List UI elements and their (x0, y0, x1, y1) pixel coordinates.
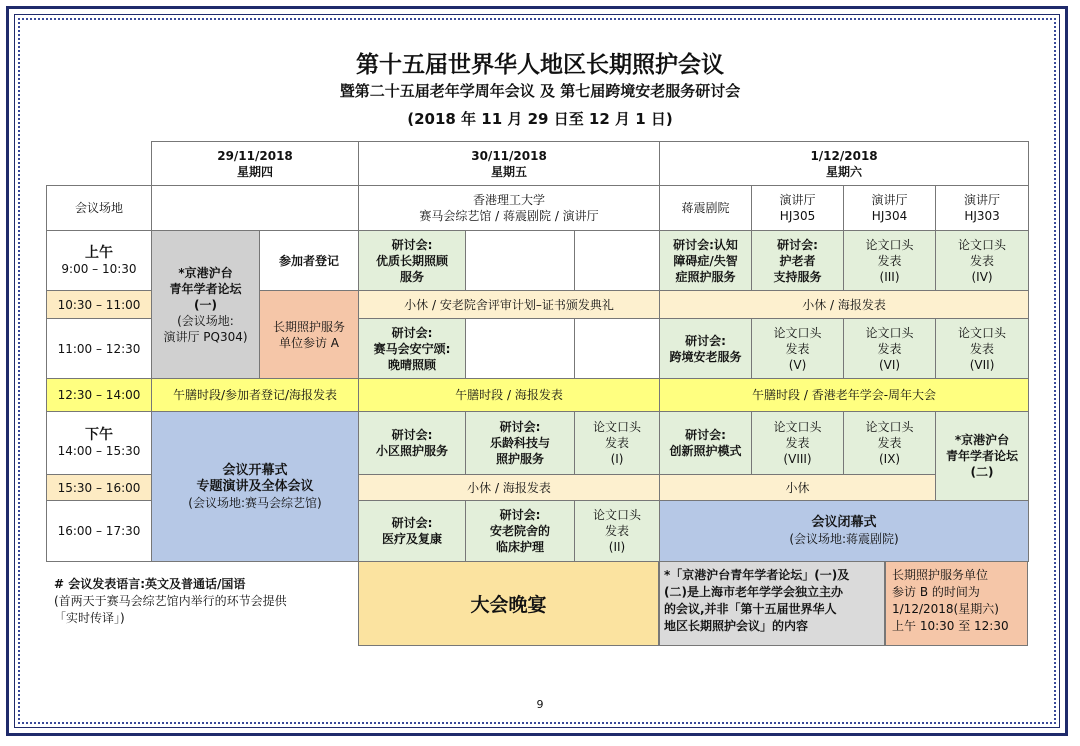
cell-line: (二) (970, 465, 994, 479)
cell-line: (II) (608, 540, 626, 554)
venue-hall-hj303 (936, 186, 1029, 231)
note-line: # 会议发表语言:英文及普通话/国语 (54, 577, 246, 591)
time-pm1 (47, 412, 152, 475)
thu-visit-a (260, 291, 359, 379)
venue-fri-line: 香港理工大学 (473, 193, 546, 207)
cell-line: 会议开幕式 (222, 462, 288, 478)
cell-line: 研讨会: (391, 237, 433, 252)
cell-line: 发表 (877, 436, 902, 450)
sub-title: 暨第二十五届老年学周年会议 及 第七届跨境安老服务研讨会 (339, 82, 741, 100)
day-header-fri (359, 142, 660, 186)
fri-am2-empty (466, 319, 575, 379)
pm-label: 下午 (85, 427, 113, 443)
cell-line: 跨境安老服务 (669, 349, 742, 364)
cell-line: 单位参访 A (278, 335, 340, 350)
cell-line: 研讨会:认知 (673, 237, 738, 252)
thu-opening-ceremony (152, 412, 359, 562)
youth-forum-note (659, 561, 885, 646)
cell-line: 论文口头 (773, 420, 822, 434)
cell-line: 研讨会: (391, 516, 433, 530)
fri-pm2-rehab (359, 501, 466, 562)
cell-line: 小区照护服务 (375, 444, 448, 458)
venue-label: 会议场地 (47, 186, 152, 231)
day-date: 1/12/2018 (810, 148, 878, 163)
hall-line: HJ305 (779, 209, 816, 223)
cell-line: (VIII) (783, 452, 812, 466)
cell-line: (IX) (878, 452, 901, 466)
cell-line: 发表 (785, 341, 810, 356)
fri-am1-seminar (359, 231, 466, 291)
time-break1: 10:30 – 11:00 (47, 291, 152, 319)
cell-line: 研讨会: (777, 237, 818, 252)
cell-line: 会议闭幕式 (811, 515, 877, 530)
note-line: 上午 10:30 至 12:30 (892, 619, 1009, 633)
day-header-sat (660, 142, 1029, 186)
cell-line: 服务 (399, 269, 424, 284)
fri-break2: 小休 / 海报发表 (359, 475, 660, 501)
cell-line: (I) (610, 452, 624, 466)
day-date: 29/11/2018 (217, 148, 293, 163)
time-am2: 11:00 – 12:30 (47, 319, 152, 379)
hall-line: 演讲厅 (779, 193, 816, 207)
day-header-thu (152, 142, 359, 186)
cell-line: 临床护理 (495, 540, 544, 554)
date-range: (2018 年 11 月 29 日至 12 月 1 日) (407, 110, 673, 128)
cell-line: 研讨会: (685, 428, 726, 442)
cell-line: 晚晴照顾 (387, 357, 436, 372)
language-note (54, 576, 354, 627)
cell-line: 发表 (605, 524, 630, 538)
fri-pm2-paper-ii (575, 501, 660, 562)
cell-line: 研讨会: (391, 325, 433, 340)
day-date: 30/11/2018 (471, 148, 547, 163)
venue-fri (359, 186, 660, 231)
forum-line: *京港沪台 (178, 265, 233, 280)
forum-line: 青年学者论坛 (169, 281, 242, 296)
schedule-table (46, 141, 1029, 562)
hall-line: 演讲厅 (871, 193, 908, 207)
row-am1 (47, 231, 1029, 291)
note-line: (二)是上海市老年学学会独立主办 (664, 585, 843, 599)
day-weekday: 星期六 (826, 164, 863, 179)
cell-line: 论文口头 (865, 325, 914, 340)
hall-line: HJ304 (871, 209, 908, 223)
cell-line: 发表 (877, 341, 902, 356)
am-label: 上午 (85, 244, 113, 261)
fri-pm1-gerontech (466, 412, 575, 475)
cell-line: 支持服务 (773, 269, 822, 284)
venue-sat-theatre: 蒋震剧院 (660, 186, 752, 231)
sat-am2-paper-v (752, 319, 844, 379)
thu-lunch: 午膳时段/参加者登记/海报发表 (152, 379, 359, 412)
cell-line: 创新照护模式 (669, 444, 742, 458)
row-pm1 (47, 412, 1029, 475)
sat-youth-forum-2 (936, 412, 1029, 501)
cell-line: (VII) (969, 357, 995, 372)
fri-am2-empty (575, 319, 660, 379)
cell-line: 发表 (785, 436, 810, 450)
cell-line: 医疗及复康 (381, 532, 442, 546)
sat-break1: 小休 / 海报发表 (660, 291, 1029, 319)
cell-line: (V) (788, 357, 807, 372)
sat-am1-carer (752, 231, 844, 291)
cell-line: 论文口头 (958, 325, 1007, 340)
cell-line: 障碍症/失智 (673, 253, 738, 268)
forum-line: (一) (194, 297, 217, 312)
fri-pm1-community (359, 412, 466, 475)
cell-line: 专题演讲及全体会议 (196, 478, 314, 494)
sat-am1-paper-iii (844, 231, 936, 291)
cell-line: 优质长期照顾 (375, 253, 448, 268)
fri-am1-empty (466, 231, 575, 291)
thu-registration: 参加者登记 (260, 231, 359, 291)
cell-line: *京港沪台 (954, 433, 1010, 447)
note-line: 1/12/2018(星期六) (892, 602, 999, 616)
note-line: 长期照护服务单位 (892, 568, 989, 582)
cell-line: 研讨会: (499, 508, 541, 522)
cell-line: 论文口头 (865, 237, 914, 252)
forum-venue: 演讲厅 PQ304) (163, 329, 248, 344)
page-number: 9 (536, 698, 544, 711)
cell-line: (IV) (971, 269, 993, 284)
sat-lunch: 午膳时段 / 香港老年学会-周年大会 (660, 379, 1029, 412)
sat-am1-dementia (660, 231, 752, 291)
blank-corner (47, 142, 152, 186)
cell-line: 论文口头 (593, 420, 642, 434)
hall-line: HJ303 (964, 209, 1000, 223)
time-range: 14:00 – 15:30 (57, 444, 141, 458)
cell-line: 发表 (605, 436, 630, 450)
sat-pm1-innovative (660, 412, 752, 475)
cell-line: (III) (879, 269, 900, 284)
cell-line: 研讨会: (499, 420, 541, 434)
day-weekday: 星期四 (236, 164, 273, 179)
fri-break1: 小休 / 安老院舍评审计划–证书颁发典礼 (359, 291, 660, 319)
cell-line: 论文口头 (958, 237, 1007, 252)
sat-break2: 小休 (660, 475, 936, 501)
fri-lunch: 午膳时段 / 海报发表 (359, 379, 660, 412)
visit-b-note (885, 561, 1028, 646)
cell-line: 赛马会安宁颂: (373, 341, 451, 356)
cell-line: 乐龄科技与 (489, 436, 550, 450)
forum-venue: (会议场地: (177, 313, 234, 328)
venue-hall-hj305 (752, 186, 844, 231)
time-break2: 15:30 – 16:00 (47, 475, 152, 501)
time-am1 (47, 231, 152, 291)
fri-am2-seminar (359, 319, 466, 379)
cell-line: 研讨会: (391, 428, 433, 442)
cell-line: (会议场地:蒋震剧院) (789, 532, 899, 546)
cell-line: 症照护服务 (675, 269, 736, 284)
hall-line: 演讲厅 (964, 193, 1001, 207)
note-line: *「京港沪台青年学者论坛」(一)及 (664, 568, 850, 582)
sat-am2-crossborder (660, 319, 752, 379)
time-pm2: 16:00 – 17:30 (47, 501, 152, 562)
fri-am1-empty (575, 231, 660, 291)
main-title: 第十五届世界华人地区长期照护会议 (356, 52, 724, 78)
banquet-cell: 大会晚宴 (358, 561, 659, 646)
day-weekday: 星期五 (491, 164, 528, 179)
time-lunch: 12:30 – 14:00 (47, 379, 152, 412)
day-header-row (47, 142, 1029, 186)
sat-closing-ceremony (660, 501, 1029, 562)
sat-am1-paper-iv (936, 231, 1029, 291)
note-line: 的会议,并非「第十五届世界华人 (664, 602, 837, 616)
note-line: 「实时传译」) (54, 611, 125, 625)
sat-pm1-paper-viii (752, 412, 844, 475)
note-line: (首两天于赛马会综艺馆内举行的环节会提供 (54, 594, 287, 608)
cell-line: 长期照护服务 (272, 319, 345, 334)
sat-am2-paper-vi (844, 319, 936, 379)
cell-line: 照护服务 (495, 452, 544, 466)
sat-pm1-paper-ix (844, 412, 936, 475)
cell-line: 发表 (970, 253, 995, 268)
fri-pm2-clinical (466, 501, 575, 562)
title-block (0, 50, 1080, 132)
thu-youth-forum-1 (152, 231, 260, 379)
cell-line: 论文口头 (593, 508, 642, 522)
cell-line: 发表 (877, 253, 902, 268)
time-range: 9:00 – 10:30 (61, 261, 137, 276)
row-lunch (47, 379, 1029, 412)
sat-am2-paper-vii (936, 319, 1029, 379)
cell-line: 发表 (970, 341, 995, 356)
venue-row (47, 186, 1029, 231)
cell-line: 论文口头 (865, 420, 914, 434)
cell-line: 护老者 (779, 253, 816, 268)
fri-pm1-paper-i (575, 412, 660, 475)
cell-line: 论文口头 (773, 325, 822, 340)
cell-line: 青年学者论坛 (946, 449, 1019, 463)
cell-line: (会议场地:赛马会综艺馆) (188, 495, 322, 510)
venue-fri-line: 赛马会综艺馆 / 蒋震剧院 / 演讲厅 (419, 209, 599, 223)
venue-thu (152, 186, 359, 231)
cell-line: 研讨会: (685, 333, 726, 348)
cell-line: 安老院舍的 (489, 524, 550, 538)
venue-hall-hj304 (844, 186, 936, 231)
cell-line: (VI) (878, 357, 901, 372)
note-line: 参访 B 的时间为 (892, 585, 980, 599)
note-line: 地区长期照护会议」的内容 (664, 619, 809, 633)
